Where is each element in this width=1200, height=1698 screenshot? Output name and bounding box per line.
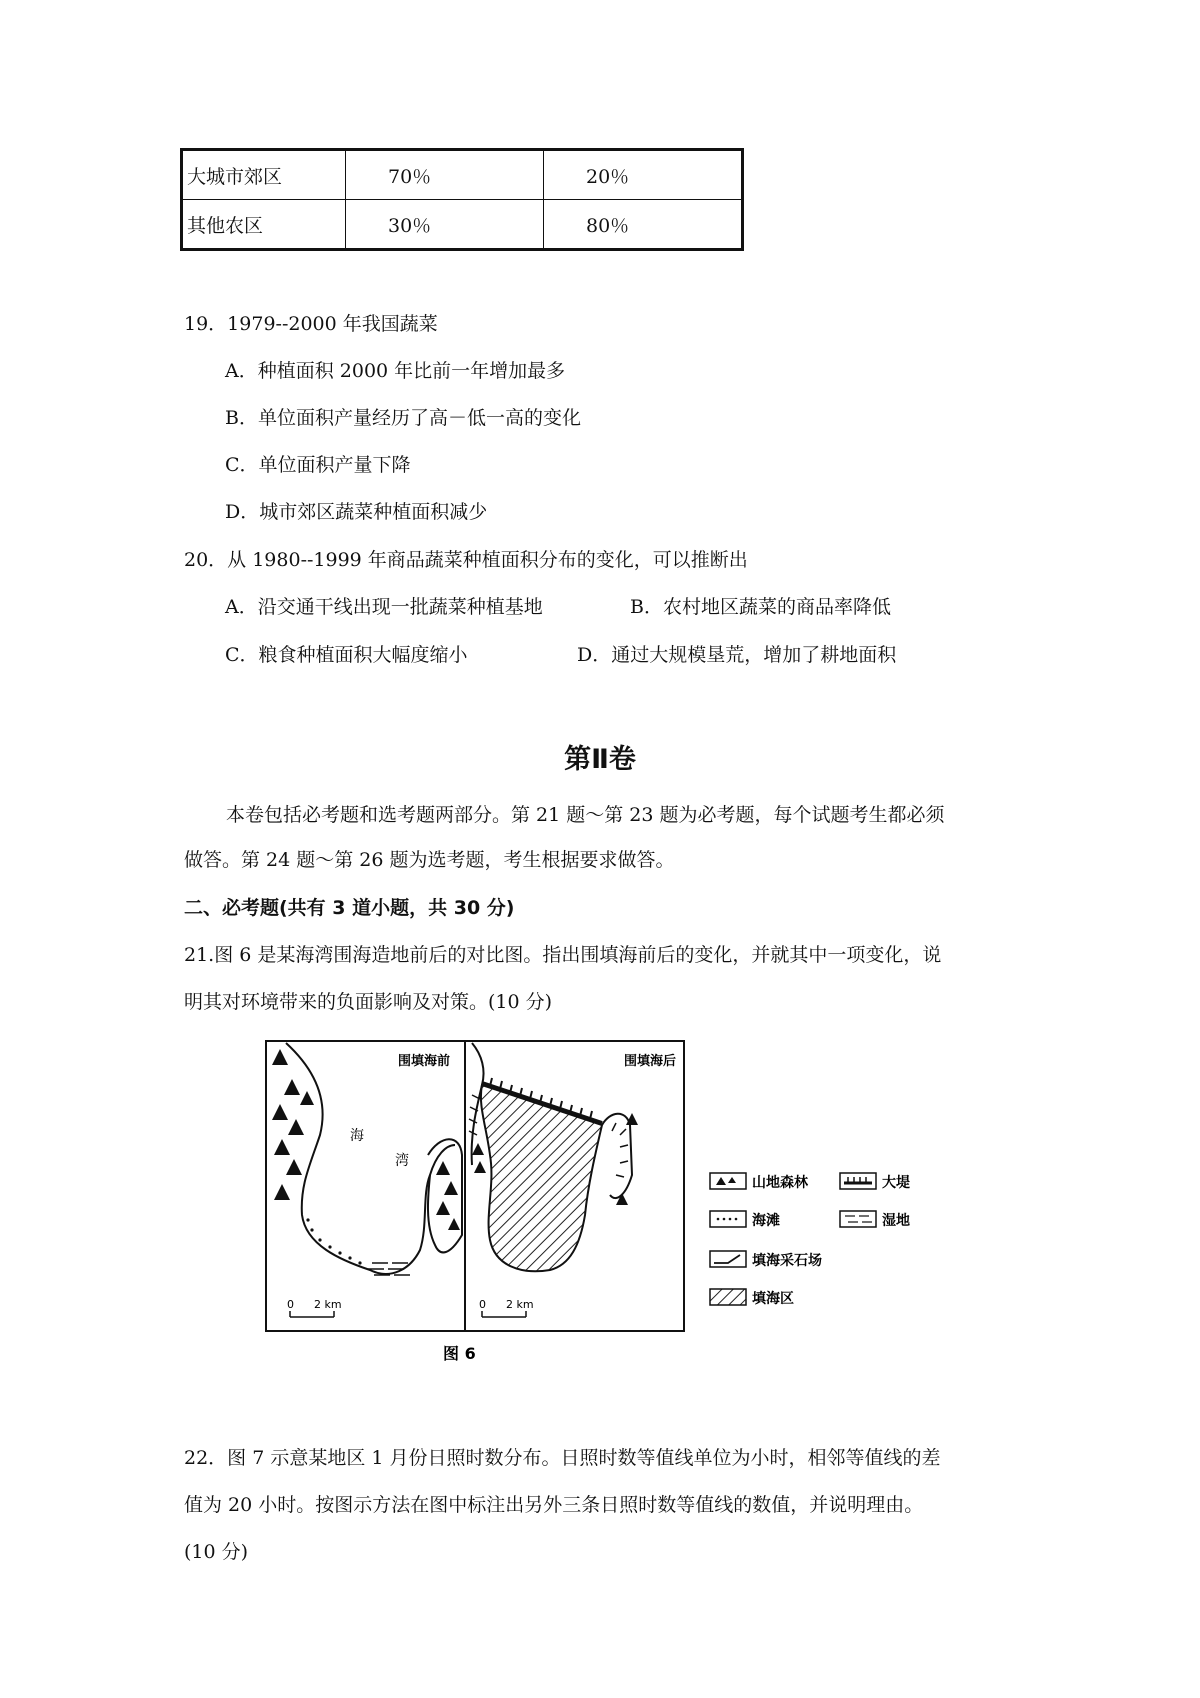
coastline: [602, 1114, 632, 1198]
table-row: [182, 150, 743, 200]
bay-label-2: 湾: [395, 1153, 409, 1169]
figure-6-map: [250, 1025, 970, 1370]
panel-after: [469, 1043, 676, 1317]
crop-area-table: [180, 148, 744, 251]
coastline: [286, 1043, 455, 1274]
table-cell: 80％: [544, 200, 743, 250]
question-20-stem: 20．从 1980--1999 年商品蔬菜种植面积分布的变化，可以推断出: [184, 549, 748, 571]
question-22-line-1: 22．图 7 示意某地区 1 月份日照时数分布。日照时数等值线单位为小时，相邻等值线的差: [184, 1447, 941, 1469]
legend-label: 湿地: [882, 1213, 910, 1229]
table-cell: 70％: [346, 150, 544, 200]
bay-label-1: 海: [350, 1128, 364, 1144]
question-21-line-2: 明其对环境带来的负面影响及对策。(10 分): [184, 991, 553, 1013]
table-row: [182, 200, 743, 250]
legend-label: 海滩: [752, 1213, 780, 1229]
section-title: 第Ⅱ卷: [564, 744, 636, 775]
figure-caption: 图 6: [443, 1344, 476, 1363]
question-22-line-2: 值为 20 小时。按图示方法在图中标注出另外三条日照时数等值线的数值，并说明理由。: [184, 1494, 924, 1516]
table-cell: 其他农区: [182, 200, 346, 250]
mountain-forest-icon: [710, 1173, 746, 1189]
section-intro-line-1: 本卷包括必考题和选考题两部分。第 21 题～第 23 题为必考题，每个试题考生都必须: [226, 804, 945, 826]
scale-value: 2 km: [506, 1298, 534, 1311]
table-cell: 20％: [544, 150, 743, 200]
legend-label: 填海采石场: [752, 1253, 822, 1269]
beach-icon: [710, 1211, 746, 1227]
table-cell: 30％: [346, 200, 544, 250]
forest-marks: [272, 1049, 314, 1200]
question-19-option-b: B．单位面积产量经历了高－低一高的变化: [225, 407, 581, 429]
dike-icon: [840, 1173, 876, 1189]
question-20-option-b: B．农村地区蔬菜的商品率降低: [630, 596, 891, 618]
section-heading: 二、必考题(共有 3 道小题，共 30 分): [184, 897, 515, 919]
quarry-marks: [612, 1123, 628, 1177]
question-19-option-c: C．单位面积产量下降: [225, 454, 411, 476]
question-19-option-d: D．城市郊区蔬菜种植面积减少: [225, 501, 488, 523]
question-20-option-a: A．沿交通干线出现一批蔬菜种植基地: [225, 596, 543, 618]
figure-legend: [710, 1173, 910, 1307]
panel-after-label: 围填海后: [623, 1054, 676, 1069]
scale-zero: 0: [287, 1298, 294, 1311]
legend-label: 大堤: [882, 1175, 910, 1191]
section-intro-line-2: 做答。第 24 题～第 26 题为选考题，考生根据要求做答。: [184, 849, 675, 871]
panel-before: [272, 1043, 462, 1317]
table-cell: 大城市郊区: [182, 150, 346, 200]
scale-zero: 0: [479, 1298, 486, 1311]
question-21-line-1: 21.图 6 是某海湾围海造地前后的对比图。指出围填海前后的变化，并就其中一项变化，说: [184, 944, 942, 966]
scale-value: 2 km: [314, 1298, 342, 1311]
panel-before-label: 围填海前: [397, 1054, 450, 1069]
legend-label: 填海区: [752, 1291, 794, 1307]
reclaimed-area-icon: [710, 1289, 746, 1305]
reclaimed-area: [481, 1085, 602, 1271]
coastline: [428, 1139, 462, 1252]
wetland-icon: [840, 1211, 876, 1227]
question-19-option-a: A．种植面积 2000 年比前一年增加最多: [225, 360, 566, 382]
question-20-option-d: D．通过大规模垦荒，增加了耕地面积: [577, 644, 897, 666]
question-22-line-3: (10 分): [184, 1541, 249, 1563]
forest-marks: [436, 1161, 460, 1230]
question-19-stem: 19．1979--2000 年我国蔬菜: [184, 313, 438, 335]
question-20-option-c: C．粮食种植面积大幅度缩小: [225, 644, 468, 666]
legend-label: 山地森林: [752, 1175, 808, 1191]
figure-frame: [266, 1041, 684, 1331]
quarry-icon: [710, 1251, 746, 1267]
